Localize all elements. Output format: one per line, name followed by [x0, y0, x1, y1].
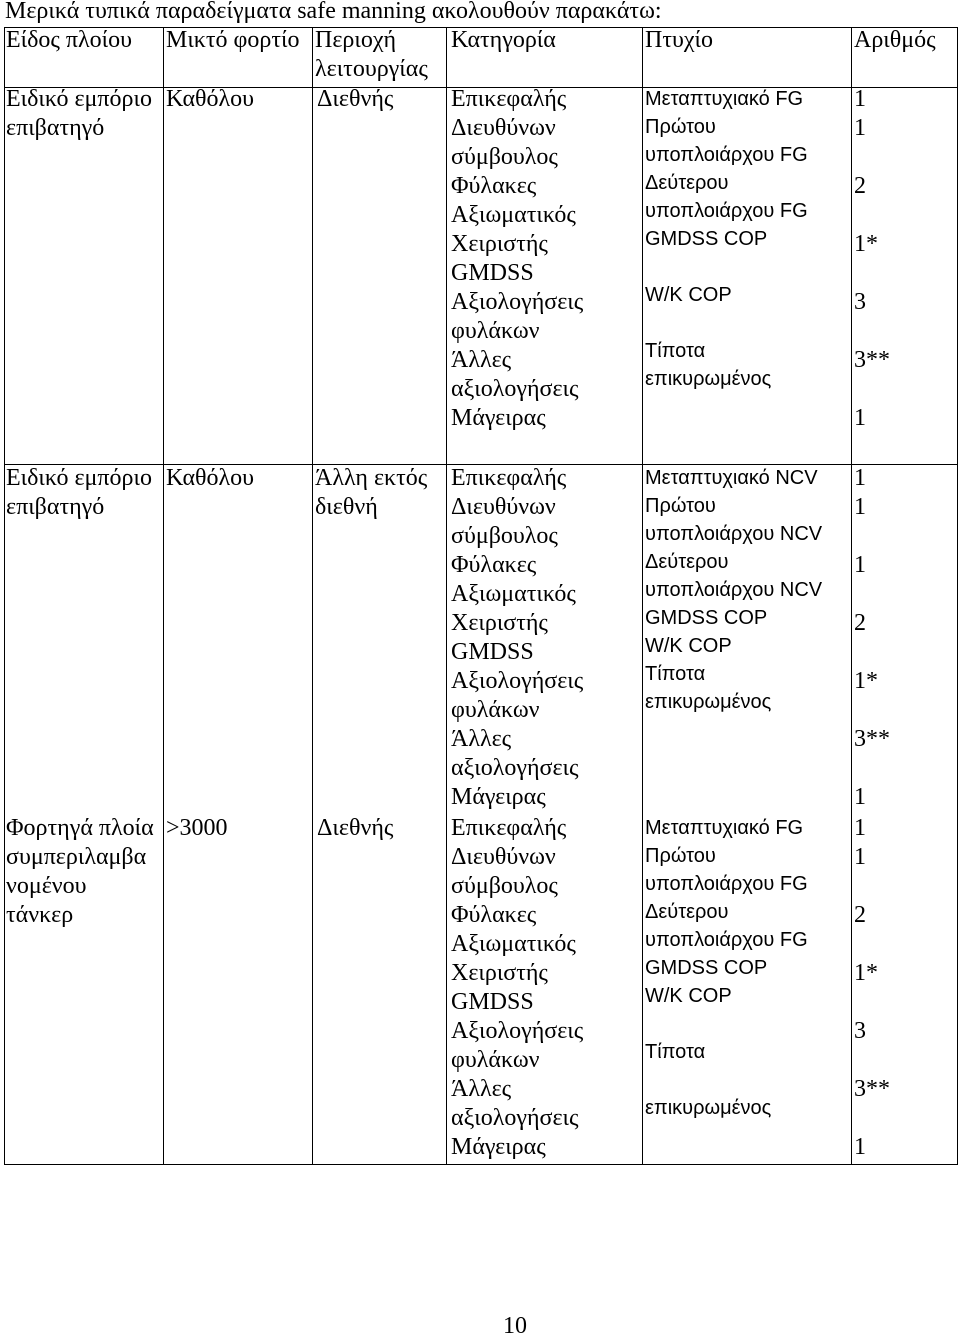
category-line: Χειριστής — [451, 231, 548, 257]
certificate-line: επικυρωμένος — [645, 1097, 772, 1119]
certificate-line: υποπλοιάρχου NCV — [645, 579, 823, 601]
certificate-line: Πρώτου — [645, 116, 716, 138]
category-line: σύμβουλος — [451, 873, 558, 899]
certificate-line: Δεύτερου — [645, 172, 729, 194]
column-border — [851, 27, 852, 1165]
category-line: σύμβουλος — [451, 523, 558, 549]
category-line: Αξιωματικός — [451, 202, 576, 228]
ship-type-line: τάνκερ — [6, 902, 74, 928]
category-line: Άλλες — [451, 726, 512, 752]
cell-number — [854, 85, 890, 433]
certificate-line: GMDSS COP — [645, 957, 768, 979]
certificate-line: υποπλοιάρχου FG — [645, 200, 808, 222]
cell-certificate — [645, 814, 808, 1122]
category-line: Αξιωματικός — [451, 581, 576, 607]
ship-type-line: συμπεριλαμβα — [6, 844, 147, 870]
category-line: αξιολογήσεις — [451, 755, 579, 781]
certificate-line: Τίποτα — [645, 340, 706, 362]
certificate-line: Μεταπτυχιακό FG — [645, 88, 804, 110]
ship-type-line: επιβατηγό — [6, 494, 105, 520]
category-line: Φύλακες — [451, 552, 537, 578]
column-border — [446, 27, 447, 1165]
ship-type-line: Ειδικό εμπόριο — [6, 86, 152, 112]
cell-number — [854, 464, 890, 812]
certificate-line: W/K COP — [645, 284, 732, 306]
cell-certificate — [645, 464, 822, 716]
certificate-line: Πρώτου — [645, 495, 716, 517]
crew-count: 2 — [854, 902, 866, 928]
cell-operating-area: Διεθνής — [317, 86, 394, 112]
column-border — [642, 27, 643, 1165]
category-line: Μάγειρας — [451, 784, 546, 810]
header-gross-tonnage: Μικτό φορτίο — [166, 27, 300, 53]
category-line: Διευθύνων — [451, 115, 556, 141]
certificate-line: υποπλοιάρχου FG — [645, 144, 808, 166]
category-line: Διευθύνων — [451, 844, 556, 870]
category-line: σύμβουλος — [451, 144, 558, 170]
certificate-line: Μεταπτυχιακό FG — [645, 817, 804, 839]
certificate-line: υποπλοιάρχου FG — [645, 873, 808, 895]
category-line: αξιολογήσεις — [451, 1105, 579, 1131]
ship-type-line: επιβατηγό — [6, 115, 105, 141]
cell-gross-tonnage: >3000 — [166, 815, 228, 841]
category-line: Μάγειρας — [451, 405, 546, 431]
cell-operating-area: Διεθνής — [317, 815, 394, 841]
certificate-line: υποπλοιάρχου FG — [645, 929, 808, 951]
header-ship-type: Είδος πλοίου — [6, 27, 133, 53]
crew-count: 1* — [854, 960, 878, 986]
crew-count: 3 — [854, 289, 866, 315]
cell-number — [854, 814, 890, 1162]
certificate-line: Δεύτερου — [645, 551, 729, 573]
category-line: Φύλακες — [451, 173, 537, 199]
cell-operating-area: Άλλη εκτός διεθνή — [315, 465, 428, 520]
ship-type-line: Ειδικό εμπόριο — [6, 465, 152, 491]
crew-count: 1 — [854, 1134, 866, 1160]
category-line: φυλάκων — [451, 318, 540, 344]
category-line: Αξιολογήσεις — [451, 1018, 584, 1044]
category-line: Άλλες — [451, 1076, 512, 1102]
category-line: Άλλες — [451, 347, 512, 373]
table-border-bottom — [4, 1164, 958, 1165]
category-line: φυλάκων — [451, 697, 540, 723]
certificate-line: Δεύτερου — [645, 901, 729, 923]
category-line: GMDSS — [451, 639, 534, 665]
certificate-line: επικυρωμένος — [645, 691, 772, 713]
crew-count: 3 — [854, 1018, 866, 1044]
certificate-line: W/K COP — [645, 635, 732, 657]
certificate-line: GMDSS COP — [645, 607, 768, 629]
crew-count: 1 — [854, 552, 866, 578]
category-line: Αξιολογήσεις — [451, 289, 584, 315]
ship-type-line: νομένου — [6, 873, 87, 899]
column-border — [163, 27, 164, 1165]
crew-count: 2 — [854, 173, 866, 199]
category-line: Επικεφαλής — [451, 815, 567, 841]
column-border — [4, 27, 5, 1165]
header-operating-area: Περιοχή λειτουργίας — [315, 27, 428, 82]
crew-count: 1 — [854, 494, 866, 520]
crew-count: 1 — [854, 86, 866, 112]
category-line: GMDSS — [451, 989, 534, 1015]
category-line: Χειριστής — [451, 960, 548, 986]
certificate-line: Τίποτα — [645, 663, 706, 685]
ship-type-line: Φορτηγά πλοία — [6, 815, 154, 841]
category-line: Αξιολογήσεις — [451, 668, 584, 694]
category-line: Χειριστής — [451, 610, 548, 636]
column-border — [957, 27, 958, 1165]
cell-ship-type — [6, 85, 152, 143]
certificate-line: υποπλοιάρχου NCV — [645, 523, 823, 545]
certificate-line: επικυρωμένος — [645, 368, 772, 390]
header-category: Κατηγορία — [451, 27, 556, 53]
crew-count: 1 — [854, 405, 866, 431]
category-line: Επικεφαλής — [451, 86, 567, 112]
crew-count: 1 — [854, 815, 866, 841]
crew-count: 3** — [854, 1076, 890, 1102]
page-number: 10 — [503, 1313, 527, 1339]
cell-certificate — [645, 85, 808, 393]
crew-count: 1* — [854, 668, 878, 694]
crew-count: 1 — [854, 115, 866, 141]
crew-count: 1 — [854, 844, 866, 870]
cell-ship-type — [6, 464, 152, 522]
crew-count: 1* — [854, 231, 878, 257]
category-line: Φύλακες — [451, 902, 537, 928]
certificate-line: Τίποτα — [645, 1041, 706, 1063]
crew-count: 3** — [854, 347, 890, 373]
crew-count: 3** — [854, 726, 890, 752]
crew-count: 2 — [854, 610, 866, 636]
header-certificate: Πτυχίο — [645, 27, 713, 53]
column-border — [312, 27, 313, 1165]
cell-gross-tonnage: Καθόλου — [166, 465, 255, 491]
intro-sentence: Μερικά τυπικά παραδείγματα safe manning ακολουθούν παρακάτω: — [5, 0, 662, 24]
category-line: Αξιωματικός — [451, 931, 576, 957]
cell-category — [451, 814, 583, 1162]
header-number: Αριθμός — [854, 27, 936, 53]
cell-ship-type — [6, 814, 154, 930]
category-line: Επικεφαλής — [451, 465, 567, 491]
certificate-line: Μεταπτυχιακό NCV — [645, 467, 818, 489]
certificate-line: GMDSS COP — [645, 228, 768, 250]
category-line: αξιολογήσεις — [451, 376, 579, 402]
certificate-line: Πρώτου — [645, 845, 716, 867]
cell-gross-tonnage: Καθόλου — [166, 86, 255, 112]
crew-count: 1 — [854, 784, 866, 810]
category-line: φυλάκων — [451, 1047, 540, 1073]
crew-count: 1 — [854, 465, 866, 491]
cell-category — [451, 464, 583, 812]
category-line: Διευθύνων — [451, 494, 556, 520]
category-line: Μάγειρας — [451, 1134, 546, 1160]
category-line: GMDSS — [451, 260, 534, 286]
cell-category — [451, 85, 583, 433]
certificate-line: W/K COP — [645, 985, 732, 1007]
